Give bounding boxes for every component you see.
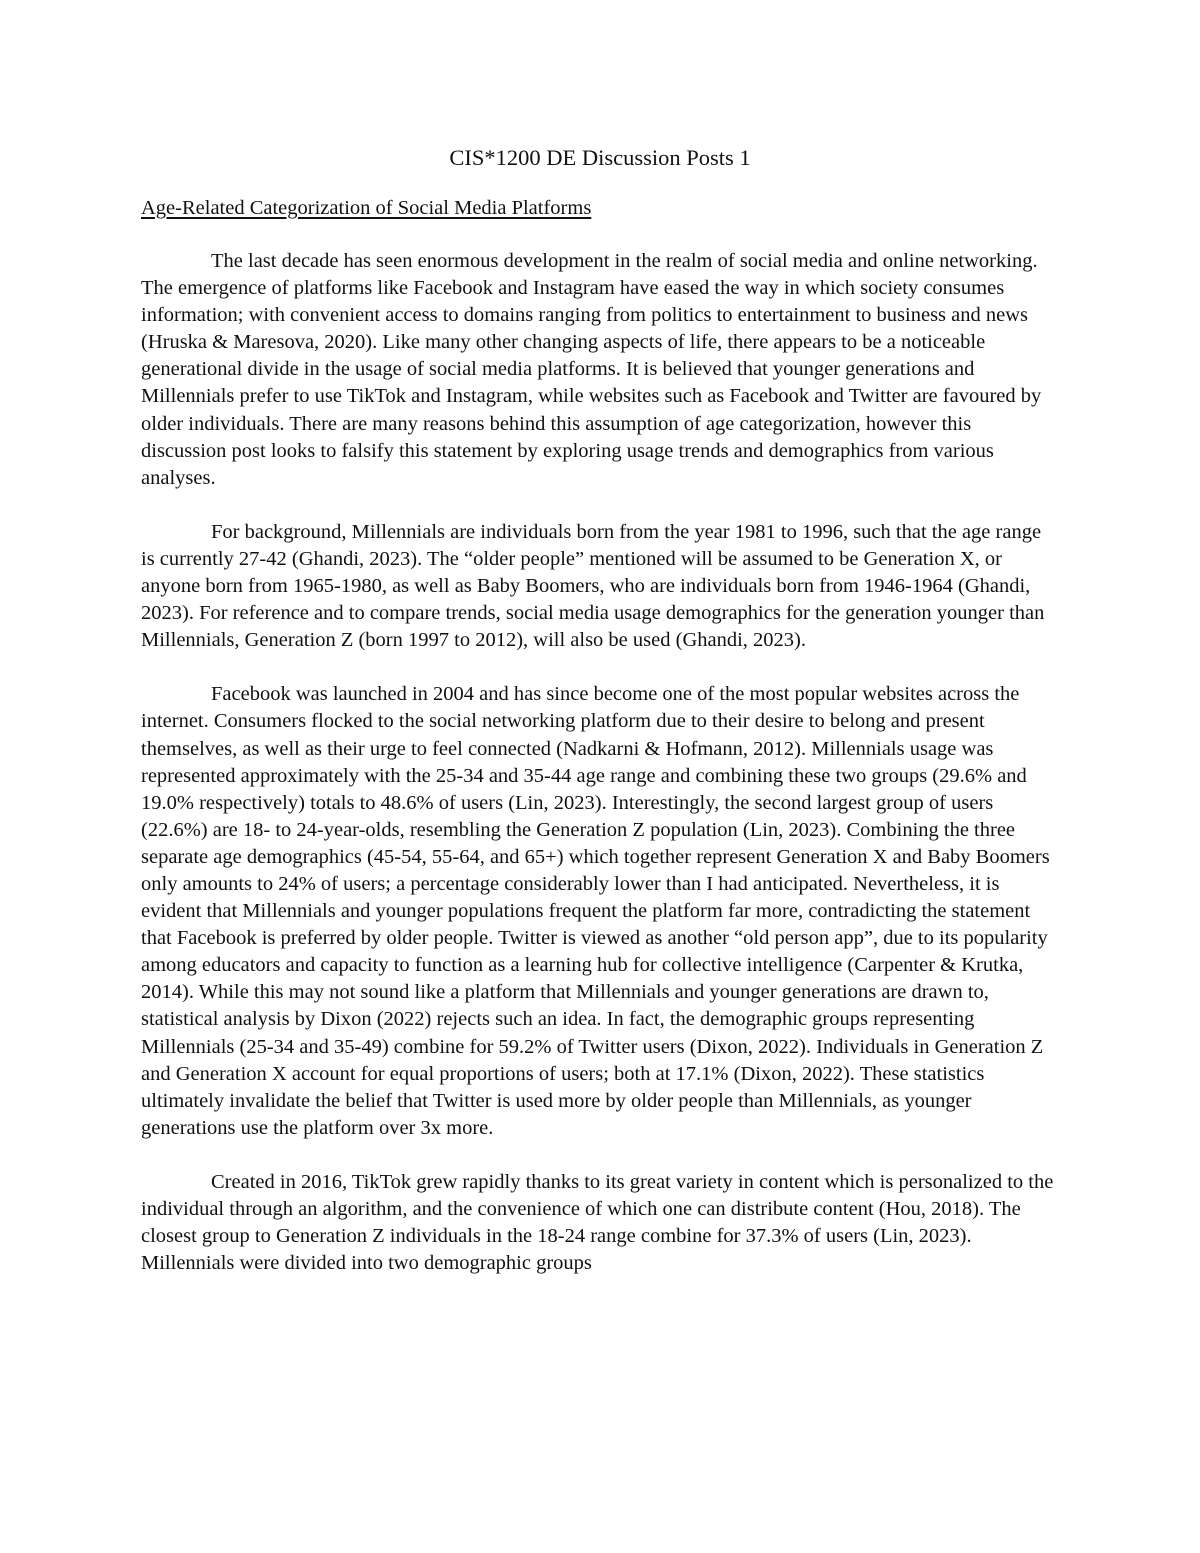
paragraph-tiktok: Created in 2016, TikTok grew rapidly thanks to its great variety in content which is personalized to the individual through an algorithm, and the convenience of which one can distribute content (Hou, 2018). The closest group to Generation Z individuals in the 18-24 range combine for 37.3% of users (Lin, 2023). Millennials were divided into two demographic groups bbox=[141, 1170, 1054, 1275]
paragraph-facebook-twitter: Facebook was launched in 2004 and has since become one of the most popular websites across the internet. Consumers flocked to the social networking platform due to their desire to belong and present themselves, as well as their urge to feel connected (Nadkarni & Hofmann, 2012). Millennials usage was represented approximately with the 25-34 and 35-44 age range and combining these two groups (29.6% and 19.0% respectively) totals to 48.6% of users (Lin, 2023). Interestingly, the second largest group of users (22.6%) are 18- to 24-year-olds, resembling the Generation Z population (Lin, 2023). Combining the three separate age demographics (45-54, 55-64, and 65+) which together represent Generation X and Baby Boomers only amounts to 24% of users; a percentage considerably lower than I had anticipated. Nevertheless, it is evident that Millennials and younger populations frequent the platform far more, contradicting the statement that Facebook is preferred by older people. Twitter is viewed as another “old person app”, due to its popularity among educators and capacity to function as a learning hub for collective intelligence (Carpenter & Krutka, 2014). While this may not sound like a platform that Millennials and younger generations are drawn to, statistical analysis by Dixon (2022) rejects such an idea. In fact, the demographic groups representing Millennials (25-34 and 35-49) combine for 59.2% of Twitter users (Dixon, 2022). Individuals in Generation Z and Generation X account for equal proportions of users; both at 17.1% (Dixon, 2022). These statistics ultimately invalidate the belief that Twitter is used more by older people than Millennials, as younger generations use the platform over 3x more. bbox=[141, 683, 1050, 1139]
section-heading: Age-Related Categorization of Social Media Platforms bbox=[141, 197, 592, 219]
paragraph-background: For background, Millennials are individuals born from the year 1981 to 1996, such that the age range is currently 27-42 (Ghandi, 2023). The “older people” mentioned will be assumed to be Generation X, or anyone born from 1965-1980, as well as Baby Boomers, who are individuals born from 1946-1964 (Ghandi, 2023). For reference and to compare trends, social media usage demographics for the generation younger than Millennials, Generation Z (born 1997 to 2012), will also be used (Ghandi, 2023). bbox=[141, 520, 1045, 652]
document-title: CIS*1200 DE Discussion Posts 1 bbox=[449, 145, 751, 170]
paragraph-intro: The last decade has seen enormous development in the realm of social media and online networking. The emergence of platforms like Facebook and Instagram have eased the way in which society consumes information; with convenient access to domains ranging from politics to entertainment to business and news (Hruska & Maresova, 2020). Like many other changing aspects of life, there appears to be a noticeable generational divide in the usage of social media platforms. It is believed that younger generations and Millennials prefer to use TikTok and Instagram, while websites such as Facebook and Twitter are favoured by older individuals. There are many reasons behind this assumption of age categorization, however this discussion post looks to falsify this statement by exploring usage trends and demographics from various analyses. bbox=[141, 250, 1042, 489]
document-body bbox=[141, 142, 1059, 1304]
